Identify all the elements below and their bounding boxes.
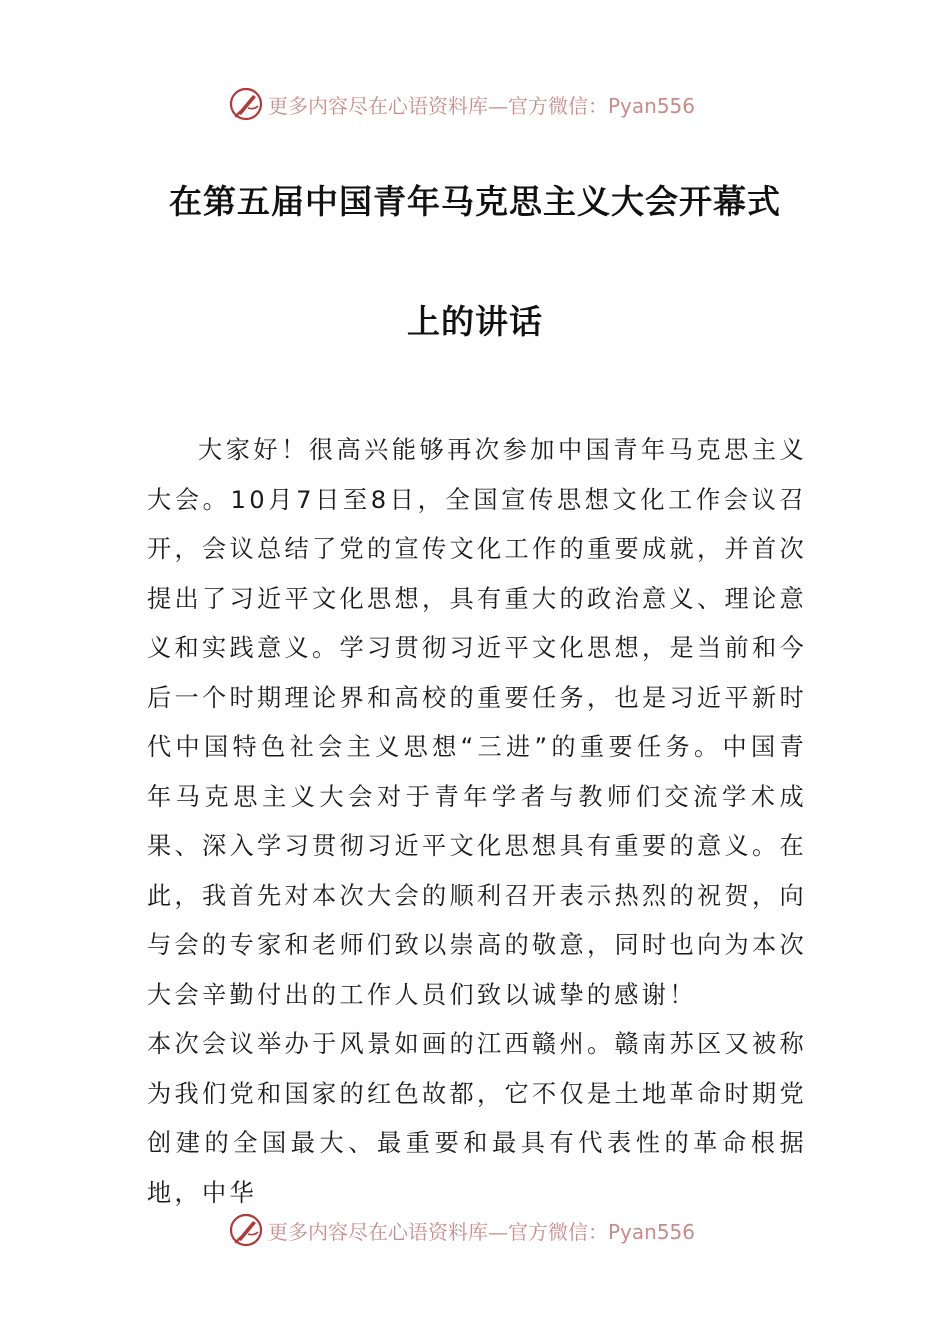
document-title-line2: 上的讲话	[407, 302, 543, 341]
quill-pen-logo-icon	[228, 1212, 264, 1248]
paragraph-2: 本次会议举办于风景如画的江西赣州。赣南苏区又被称为我们党和国家的红色故都，它不仅是土地革命时期党创建的全国最大、最重要和最具有代表性的革命根据地，中华	[147, 1030, 807, 1207]
wechat-id: Pyan556	[608, 1219, 696, 1244]
watermark-text: 更多内容尽在心语资料库—官方微信：Pyan556	[268, 1219, 696, 1244]
paragraph-1: 大家好！很高兴能够再次参加中国青年马克思主义大会。10月7日至8日，全国宣传思想文化工作会议召开，会议总结了党的宣传文化工作的重要成就，并首次提出了习近平文化思想，具有重大的政治意义、理论意义和实践意义。学习贯彻习近平文化思想，是当前和今后一个时期理论界和高校的重要任务，也是习近平新时代中国特色社会主义思想“三进”的重要任务。中国青年马克思主义大会对于青年学者与教师们交流学术成果、深入学习贯彻习近平文化思想具有重要的意义。在此，我首先对本次大会的顺利召开表示热烈的祝贺，向与会的专家和老师们致以崇高的敬意，同时也向为本次大会辛勤付出的工作人员们致以诚挚的感谢！	[147, 436, 807, 1009]
watermark-text: 更多内容尽在心语资料库—官方微信：Pyan556	[268, 93, 696, 118]
watermark-banner-top	[228, 84, 748, 124]
wechat-id: Pyan556	[608, 93, 696, 118]
document-body	[147, 426, 807, 1218]
quill-pen-logo-icon	[228, 86, 264, 122]
document-title-line1: 在第五届中国青年马克思主义大会开幕式	[169, 182, 781, 221]
watermark-banner-bottom	[228, 1210, 748, 1250]
